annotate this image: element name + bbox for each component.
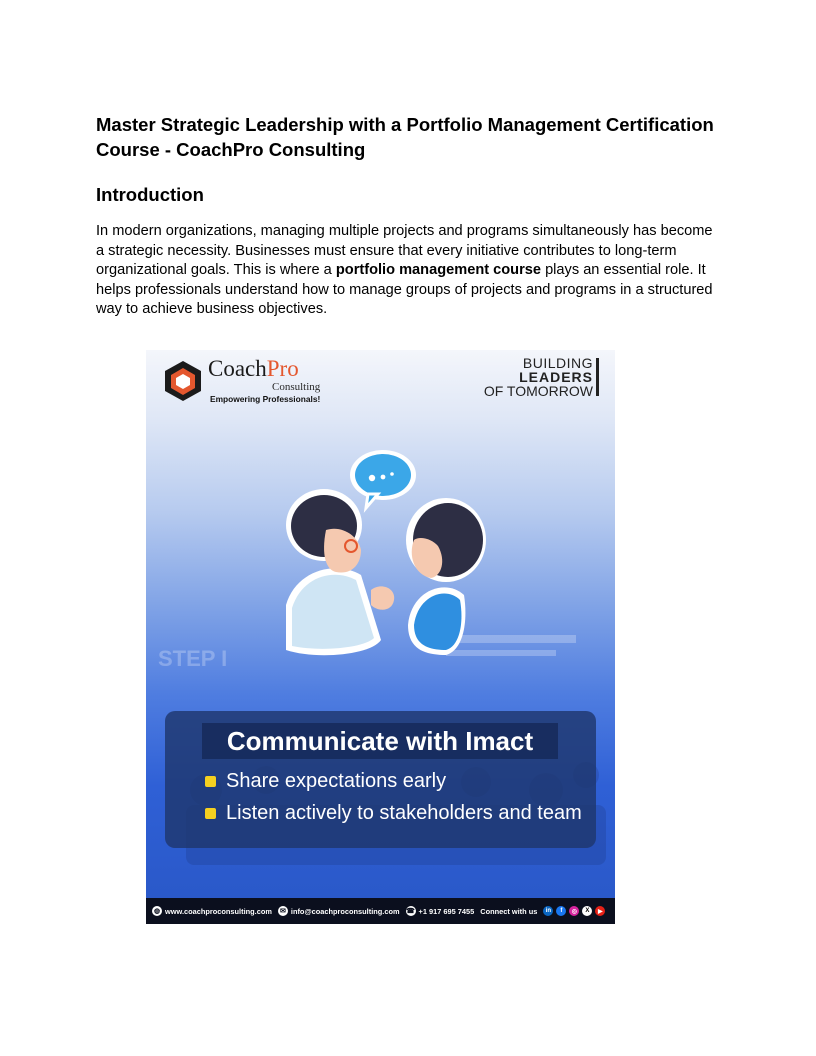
intro-text-bold: portfolio management course bbox=[335, 262, 542, 278]
footer-connect-text: Connect with us bbox=[480, 906, 538, 916]
intro-text-before: In modern organizations, managing multiple projects and programs simultaneously has become a strategic necessity. Businesses must ensure that every initiative contributes to long-term organizational goals. This is where a bbox=[96, 223, 713, 278]
footer-phone bbox=[406, 906, 475, 916]
footer-website bbox=[152, 906, 272, 916]
conversation-illustration bbox=[146, 350, 615, 710]
speech-bubble-icon bbox=[350, 450, 416, 508]
slogan-line-1: BUILDING bbox=[522, 355, 593, 371]
bullet-marker-icon bbox=[205, 776, 216, 787]
brand-name-coach: Coach bbox=[208, 356, 267, 381]
bullet-text: Share expectations early bbox=[226, 769, 447, 792]
youtube-icon: ▶ bbox=[595, 906, 605, 916]
footer-email bbox=[278, 906, 400, 916]
brand-name-pro: Pro bbox=[266, 356, 299, 381]
instagram-icon: ◎ bbox=[569, 906, 579, 916]
footer-connect bbox=[480, 906, 605, 916]
email-icon: ✉ bbox=[278, 906, 288, 916]
globe-icon: ◍ bbox=[153, 908, 161, 915]
slogan-line-3: OF TOMORROW bbox=[483, 383, 593, 399]
footer-website-text: www.coachproconsulting.com bbox=[165, 906, 272, 916]
person-right-illustration bbox=[406, 498, 486, 655]
bullet-item bbox=[205, 769, 446, 793]
poster-footer bbox=[146, 898, 615, 924]
person-left-illustration bbox=[286, 489, 394, 655]
intro-heading: Introduction bbox=[96, 184, 204, 205]
linkedin-icon: in bbox=[543, 906, 553, 916]
brand-subtitle: Consulting bbox=[272, 381, 321, 393]
tips-panel bbox=[165, 711, 596, 848]
slogan-line-2: LEADERS bbox=[519, 369, 593, 385]
background-step-text: STEP I bbox=[158, 646, 228, 671]
facebook-icon: f bbox=[556, 906, 566, 916]
footer-email-text: info@coachproconsulting.com bbox=[290, 906, 400, 916]
footer-phone-text: +1 917 695 7455 bbox=[418, 906, 475, 916]
document-title: Master Strategic Leadership with a Portfolio Management Certification Course - CoachPro Consulting bbox=[96, 114, 714, 160]
bullet-marker-icon bbox=[205, 808, 216, 819]
bullet-text: Listen actively to stakeholders and team bbox=[226, 801, 582, 824]
brand-tagline: Empowering Professionals! bbox=[210, 394, 321, 404]
course-poster-image bbox=[146, 350, 615, 924]
intro-text-after: plays an essential role. It helps professionals understand how to manage groups of projects and programs in a structured way to achieve business objectives. bbox=[96, 262, 713, 317]
intro-paragraph bbox=[96, 222, 722, 320]
bullet-item bbox=[205, 801, 582, 825]
phone-icon: ☎ bbox=[406, 908, 415, 915]
x-icon: X bbox=[582, 906, 592, 916]
panel-title: Communicate with Imact bbox=[202, 723, 558, 759]
